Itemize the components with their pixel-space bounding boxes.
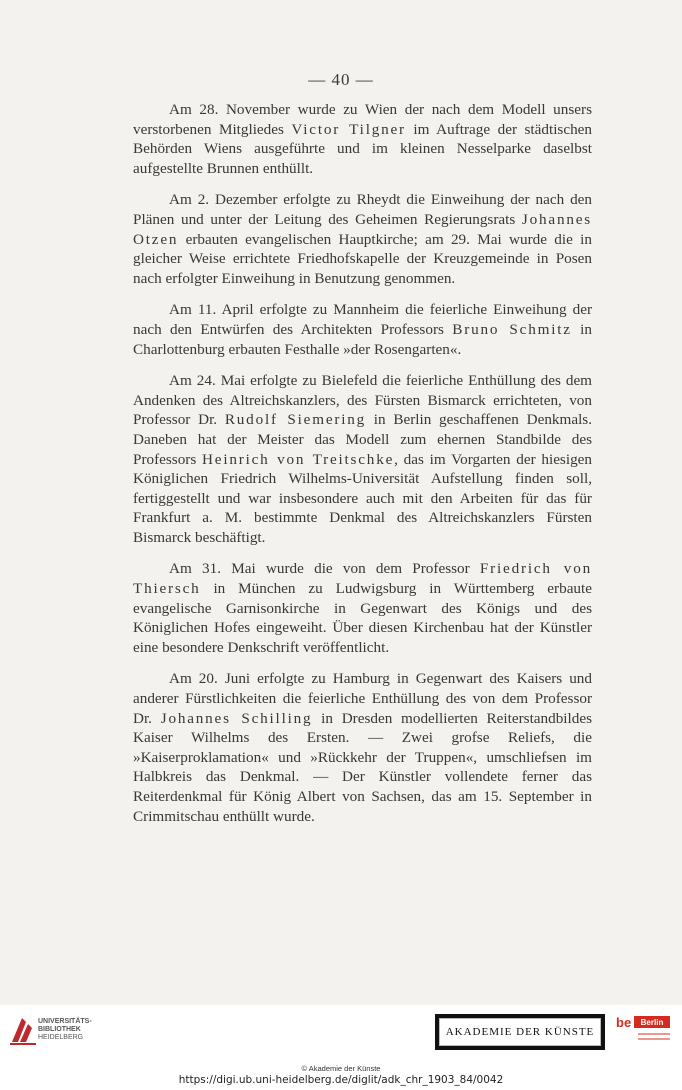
ub-line: HEIDELBERG — [38, 1034, 84, 1041]
akademie-label: AKADEMIE DER KÜNSTE — [439, 1018, 601, 1046]
akademie-logo[interactable] — [435, 1014, 605, 1050]
source-url[interactable]: https://digi.ub.uni-heidelberg.de/diglit/adk_chr_1903_84/0042 — [178, 1074, 504, 1086]
person-name: Johannes Otzen — [133, 210, 592, 248]
text-segment: Am 28. November wurde zu Wien der nach dem Modell unsers verstorbenen Mitgliedes — [133, 101, 592, 138]
paragraph — [133, 669, 592, 826]
person-name: Friedrich von Thiersch — [133, 560, 592, 598]
text-segment: in Charlottenburg erbauten Festhalle »der Rosengarten«. — [133, 320, 592, 358]
text-segment: Am 24. Mai erfolgte zu Bielefeld die feierliche Enthüllung des dem Andenken des Altreichskanzlers, des Fürsten Bismarck errichteten, von Professor Dr. — [133, 372, 592, 429]
paragraph — [133, 371, 592, 547]
university-library-name[interactable] — [38, 1018, 92, 1042]
text-segment: , das im Vorgarten der hiesigen Königlichen Friedrich Wilhelms-Universität Aufstellung finden soll, fertiggestellt und war insbesondere auch mit den Arbeiten für das für Frankfurt a. M. bestimmte Denkmal des Altreichskanzlers Fürsten Bismarck beschäftigt. — [133, 450, 592, 546]
person-name: Heinrich von Treitschke — [202, 450, 395, 468]
person-name: Victor Tilgner — [291, 120, 406, 138]
text-segment: Am 2. Dezember erfolgte zu Rheydt die Einweihung der nach den Plänen und unter der Leitung des Geheimen Regierungsrats — [133, 191, 592, 228]
ub-line: BIBLIOTHEK — [38, 1026, 81, 1033]
paragraph — [133, 559, 592, 657]
paragraph — [133, 100, 592, 178]
person-name: Johannes Schilling — [160, 709, 313, 727]
text-segment: Am 31. Mai wurde die von dem Professor — [169, 560, 480, 578]
svg-text:Berlin: Berlin — [640, 1018, 664, 1027]
paragraph — [133, 300, 592, 359]
paragraph — [133, 190, 592, 288]
university-library-logo-icon[interactable] — [8, 1012, 40, 1048]
berlin-logo-icon[interactable] — [614, 1012, 672, 1050]
copyright-notice: © Akademie der Künste — [301, 1064, 381, 1073]
ub-line: UNIVERSITÄTS- — [38, 1018, 92, 1025]
body-text — [133, 100, 592, 838]
text-segment: in Dresden modellierten Reiterstandbildes Kaiser Wilhelms des Ersten. — Zwei grofse Reliefs, die »Kaiserproklamation« und »Rückkehr der Truppen«, umschliefsen im Halbkreis das Denkmal. — Der Künstler vollendete ferner das Reiterdenkmal für König Albert von Sachsen, das am 15. September in Crimmitschau enthüllt wurde. — [133, 709, 592, 825]
page-number: — 40 — — [308, 70, 374, 89]
text-segment: in München zu Ludwigsburg in Württemberg erbaute evangelische Garnisonkirche in Gegenwart des Königs und des Königlichen Hofes eingeweiht. Über diesen Kirchenbau hat der Künstler eine besondere Denkschrift veröffentlicht. — [133, 580, 592, 656]
text-segment: Am 20. Juni erfolgte zu Hamburg in Gegenwart des Kaisers und anderer Fürstlichkeiten die feierliche Enthüllung des von dem Professor Dr. — [133, 670, 592, 727]
person-name: Bruno Schmitz — [452, 320, 572, 338]
svg-text:be: be — [616, 1015, 632, 1030]
person-name: Rudolf Siemering — [224, 411, 367, 429]
text-segment: erbauten evangelischen Hauptkirche; am 29. Mai wurde die in gleicher Weise errichtete Friedhofskapelle der Kreuzgemeinde in Posen nach erfolgter Einweihung in Benutzung genommen. — [133, 230, 592, 287]
text-segment: im Auftrage der städtischen Behörden Wiens ausgeführte und im kleinen Nesselparke daselbst aufgestellte Brunnen enthüllt. — [133, 120, 592, 177]
text-segment: Am 11. April erfolgte zu Mannheim die feierliche Einweihung der nach den Entwürfen des Architekten Professors — [133, 301, 592, 338]
text-segment: in Berlin geschaffenen Denkmals. Daneben hat der Meister das Modell zum ehernen Standbilde des Professors — [133, 411, 593, 468]
